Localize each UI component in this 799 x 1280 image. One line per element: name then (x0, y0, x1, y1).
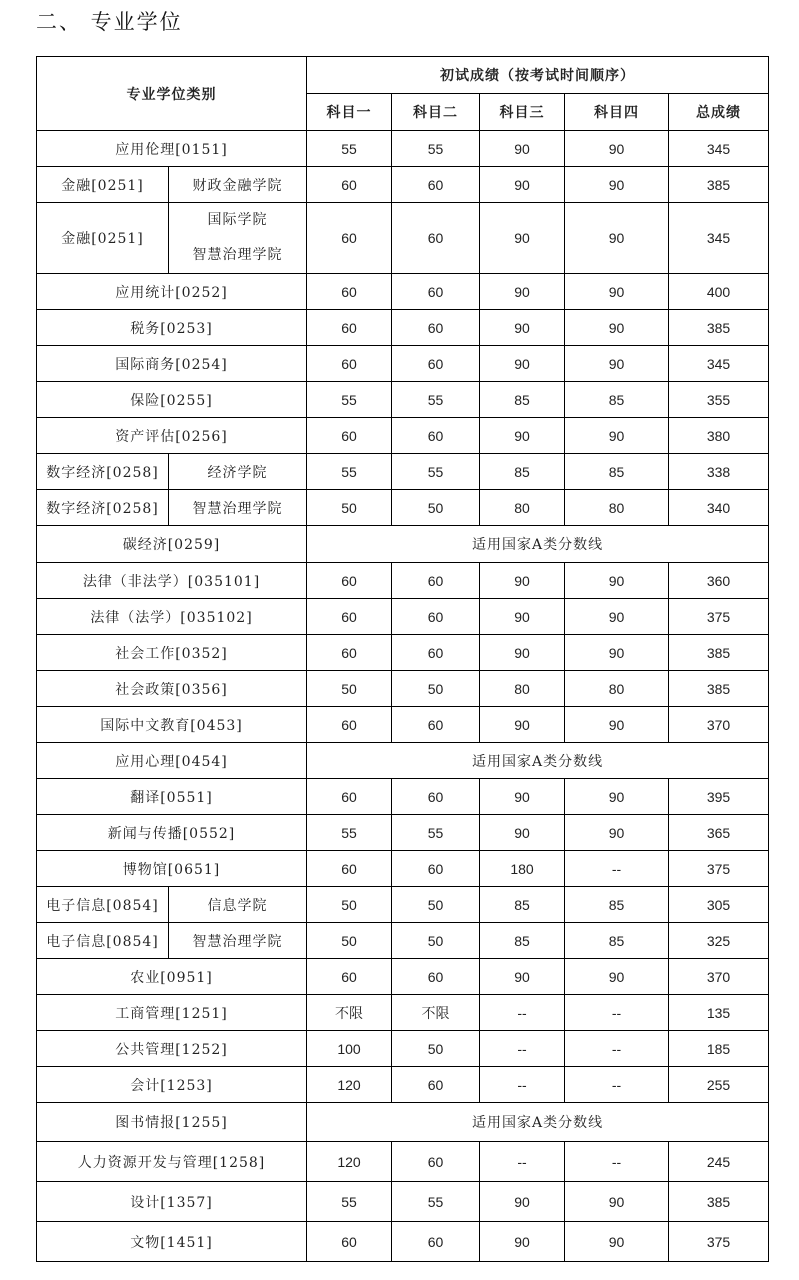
score-subject-4: 90 (565, 635, 669, 671)
score-subject-3: 85 (480, 887, 565, 923)
score-subject-3: -- (480, 1031, 565, 1067)
score-total: 385 (669, 167, 769, 203)
score-subject-4: 90 (565, 131, 669, 167)
score-subject-4: 80 (565, 671, 669, 707)
score-subject-1: 60 (307, 346, 392, 382)
table-row (37, 490, 769, 526)
score-subject-4: -- (565, 1067, 669, 1103)
category-name: 数字经济[0258] (37, 454, 169, 490)
score-subject-2: 60 (392, 1067, 480, 1103)
score-subject-2: 50 (392, 671, 480, 707)
score-subject-3: 80 (480, 671, 565, 707)
table-row (37, 743, 769, 779)
school-label: 经济学院 (207, 464, 268, 481)
score-note: 适用国家A类分数线 (307, 743, 769, 779)
score-subject-1: 60 (307, 635, 392, 671)
score-total: 375 (669, 599, 769, 635)
table-row (37, 635, 769, 671)
category-name: 博物馆[0651] (37, 851, 307, 887)
score-total: 245 (669, 1142, 769, 1182)
category-name: 税务[0253] (37, 310, 307, 346)
score-subject-3: 90 (480, 131, 565, 167)
score-subject-3: 90 (480, 563, 565, 599)
score-subject-2: 60 (392, 1142, 480, 1182)
category-name: 设计[1357] (37, 1182, 307, 1222)
score-total: 385 (669, 310, 769, 346)
table-row (37, 274, 769, 310)
school-name (169, 923, 307, 959)
table-row (37, 454, 769, 490)
score-subject-4: 85 (565, 454, 669, 490)
score-subject-2: 55 (392, 1182, 480, 1222)
score-subject-3: 90 (480, 1222, 565, 1262)
score-subject-4: -- (565, 851, 669, 887)
table-row (37, 671, 769, 707)
category-name: 法律（非法学）[035101] (37, 563, 307, 599)
score-subject-4: 85 (565, 887, 669, 923)
category-name: 国际中文教育[0453] (37, 707, 307, 743)
score-subject-1: 60 (307, 418, 392, 454)
score-subject-3: 85 (480, 454, 565, 490)
score-subject-4: 85 (565, 923, 669, 959)
score-subject-1: 50 (307, 490, 392, 526)
score-subject-1: 60 (307, 959, 392, 995)
score-total: 385 (669, 671, 769, 707)
score-subject-4: 80 (565, 490, 669, 526)
school-label: 国际学院 (207, 212, 268, 228)
category-name: 金融[0251] (37, 203, 169, 274)
score-subject-1: 60 (307, 1222, 392, 1262)
score-subject-3: 85 (480, 382, 565, 418)
category-name: 社会工作[0352] (37, 635, 307, 671)
category-name: 工商管理[1251] (37, 995, 307, 1031)
score-subject-4: 90 (565, 707, 669, 743)
category-name: 法律（法学）[035102] (37, 599, 307, 635)
header-group: 初试成绩（按考试时间顺序） (307, 57, 769, 94)
score-subject-1: 50 (307, 887, 392, 923)
score-subject-1: 120 (307, 1067, 392, 1103)
score-subject-3: 90 (480, 310, 565, 346)
score-subject-4: 90 (565, 346, 669, 382)
score-subject-2: 60 (392, 707, 480, 743)
score-subject-3: -- (480, 1142, 565, 1182)
score-total: 375 (669, 1222, 769, 1262)
score-subject-3: 90 (480, 635, 565, 671)
score-total: 325 (669, 923, 769, 959)
header-category: 专业学位类别 (37, 57, 307, 131)
score-subject-2: 55 (392, 815, 480, 851)
score-total: 385 (669, 635, 769, 671)
score-subject-1: 60 (307, 167, 392, 203)
school-name (169, 203, 307, 274)
school-label: 信息学院 (207, 897, 268, 914)
score-subject-1: 50 (307, 923, 392, 959)
score-total: 340 (669, 490, 769, 526)
score-subject-3: 90 (480, 346, 565, 382)
score-subject-3: 180 (480, 851, 565, 887)
category-name: 应用伦理[0151] (37, 131, 307, 167)
score-subject-2: 55 (392, 382, 480, 418)
score-subject-3: 80 (480, 490, 565, 526)
section-title: 二、 专业学位 (36, 10, 183, 34)
category-name: 应用统计[0252] (37, 274, 307, 310)
table-row (37, 995, 769, 1031)
score-subject-4: -- (565, 1031, 669, 1067)
score-subject-2: 60 (392, 635, 480, 671)
category-name: 碳经济[0259] (37, 526, 307, 563)
score-subject-3: 90 (480, 815, 565, 851)
score-subject-1: 60 (307, 563, 392, 599)
score-subject-4: -- (565, 995, 669, 1031)
score-subject-4: 90 (565, 274, 669, 310)
score-total: 375 (669, 851, 769, 887)
category-name: 翻译[0551] (37, 779, 307, 815)
table-row (37, 418, 769, 454)
score-subject-4: 90 (565, 563, 669, 599)
score-subject-1: 100 (307, 1031, 392, 1067)
score-subject-1: 55 (307, 131, 392, 167)
category-name: 图书情报[1255] (37, 1103, 307, 1142)
score-subject-4: 90 (565, 1222, 669, 1262)
score-subject-4: 90 (565, 959, 669, 995)
school-name (169, 454, 307, 490)
score-subject-3: 90 (480, 599, 565, 635)
category-name: 社会政策[0356] (37, 671, 307, 707)
score-subject-4: 90 (565, 310, 669, 346)
score-total: 345 (669, 131, 769, 167)
score-subject-2: 不限 (392, 995, 480, 1031)
score-subject-2: 60 (392, 310, 480, 346)
table-row (37, 887, 769, 923)
category-name: 农业[0951] (37, 959, 307, 995)
table-row (37, 851, 769, 887)
score-subject-2: 60 (392, 563, 480, 599)
score-subject-1: 60 (307, 274, 392, 310)
header-subject-3: 科目三 (480, 94, 565, 131)
score-subject-2: 50 (392, 490, 480, 526)
score-subject-1: 55 (307, 1182, 392, 1222)
score-subject-4: 90 (565, 779, 669, 815)
score-subject-1: 60 (307, 599, 392, 635)
score-subject-2: 60 (392, 167, 480, 203)
table-row (37, 203, 769, 274)
score-subject-2: 60 (392, 779, 480, 815)
score-subject-4: 90 (565, 1182, 669, 1222)
score-subject-2: 55 (392, 454, 480, 490)
score-subject-2: 60 (392, 1222, 480, 1262)
score-subject-1: 50 (307, 671, 392, 707)
table-row (37, 923, 769, 959)
table-row (37, 959, 769, 995)
score-subject-3: 85 (480, 923, 565, 959)
score-total: 345 (669, 346, 769, 382)
score-subject-4: 90 (565, 418, 669, 454)
category-name: 电子信息[0854] (37, 887, 169, 923)
score-total: 370 (669, 959, 769, 995)
score-subject-4: 90 (565, 203, 669, 274)
school-name (169, 887, 307, 923)
score-subject-2: 60 (392, 346, 480, 382)
table-row (37, 310, 769, 346)
school-label: 智慧治理学院 (192, 500, 283, 517)
score-subject-1: 不限 (307, 995, 392, 1031)
table-row (37, 382, 769, 418)
header-subject-4: 科目四 (565, 94, 669, 131)
table-row (37, 346, 769, 382)
score-subject-3: 90 (480, 1182, 565, 1222)
score-subject-3: -- (480, 1067, 565, 1103)
score-subject-2: 55 (392, 131, 480, 167)
score-total: 380 (669, 418, 769, 454)
score-total: 385 (669, 1182, 769, 1222)
score-total: 185 (669, 1031, 769, 1067)
score-subject-2: 60 (392, 203, 480, 274)
table-row (37, 167, 769, 203)
score-note: 适用国家A类分数线 (307, 1103, 769, 1142)
category-name: 保险[0255] (37, 382, 307, 418)
score-total: 400 (669, 274, 769, 310)
score-subject-1: 55 (307, 382, 392, 418)
category-name: 电子信息[0854] (37, 923, 169, 959)
score-subject-1: 55 (307, 815, 392, 851)
score-total: 255 (669, 1067, 769, 1103)
table-row (37, 1031, 769, 1067)
school-label: 智慧治理学院 (192, 933, 283, 950)
header-row-group (37, 57, 769, 94)
score-subject-3: 90 (480, 959, 565, 995)
header-subject-2: 科目二 (392, 94, 480, 131)
score-subject-2: 60 (392, 851, 480, 887)
table-row (37, 131, 769, 167)
score-subject-2: 50 (392, 923, 480, 959)
table-row (37, 599, 769, 635)
table-row (37, 1142, 769, 1182)
table-row (37, 815, 769, 851)
score-subject-1: 60 (307, 851, 392, 887)
score-subject-3: 90 (480, 418, 565, 454)
category-name: 公共管理[1252] (37, 1031, 307, 1067)
school-name (169, 167, 307, 203)
score-total: 305 (669, 887, 769, 923)
table-row (37, 1103, 769, 1142)
table-row (37, 1222, 769, 1262)
score-subject-1: 60 (307, 203, 392, 274)
score-subject-2: 60 (392, 274, 480, 310)
table-row (37, 1182, 769, 1222)
score-subject-2: 60 (392, 959, 480, 995)
score-subject-3: 90 (480, 167, 565, 203)
category-name: 新闻与传播[0552] (37, 815, 307, 851)
score-subject-2: 60 (392, 599, 480, 635)
score-total: 338 (669, 454, 769, 490)
school-label: 智慧治理学院 (192, 247, 283, 263)
score-note: 适用国家A类分数线 (307, 526, 769, 563)
category-name: 数字经济[0258] (37, 490, 169, 526)
score-subject-4: -- (565, 1142, 669, 1182)
table-row (37, 563, 769, 599)
score-subject-4: 90 (565, 599, 669, 635)
header-total: 总成绩 (669, 94, 769, 131)
category-name: 会计[1253] (37, 1067, 307, 1103)
category-name: 金融[0251] (37, 167, 169, 203)
table-row (37, 707, 769, 743)
score-subject-2: 50 (392, 1031, 480, 1067)
score-subject-2: 50 (392, 887, 480, 923)
score-subject-1: 120 (307, 1142, 392, 1182)
score-table (36, 56, 769, 1262)
score-subject-2: 60 (392, 418, 480, 454)
score-subject-4: 90 (565, 815, 669, 851)
score-subject-3: 90 (480, 707, 565, 743)
category-name: 国际商务[0254] (37, 346, 307, 382)
table-row (37, 779, 769, 815)
table-row (37, 1067, 769, 1103)
category-name: 文物[1451] (37, 1222, 307, 1262)
score-total: 360 (669, 563, 769, 599)
score-subject-1: 60 (307, 310, 392, 346)
score-subject-1: 60 (307, 779, 392, 815)
score-subject-3: 90 (480, 274, 565, 310)
score-subject-3: 90 (480, 779, 565, 815)
table-row (37, 526, 769, 563)
score-subject-1: 60 (307, 707, 392, 743)
score-total: 395 (669, 779, 769, 815)
school-name (169, 490, 307, 526)
header-subject-1: 科目一 (307, 94, 392, 131)
category-name: 应用心理[0454] (37, 743, 307, 779)
score-total: 135 (669, 995, 769, 1031)
score-subject-4: 85 (565, 382, 669, 418)
score-total: 355 (669, 382, 769, 418)
score-subject-1: 55 (307, 454, 392, 490)
score-total: 365 (669, 815, 769, 851)
score-subject-3: -- (480, 995, 565, 1031)
score-total: 370 (669, 707, 769, 743)
table-body (37, 131, 769, 1262)
category-name: 资产评估[0256] (37, 418, 307, 454)
score-subject-4: 90 (565, 167, 669, 203)
score-subject-3: 90 (480, 203, 565, 274)
school-label: 财政金融学院 (192, 177, 283, 194)
category-name: 人力资源开发与管理[1258] (37, 1142, 307, 1182)
score-total: 345 (669, 203, 769, 274)
